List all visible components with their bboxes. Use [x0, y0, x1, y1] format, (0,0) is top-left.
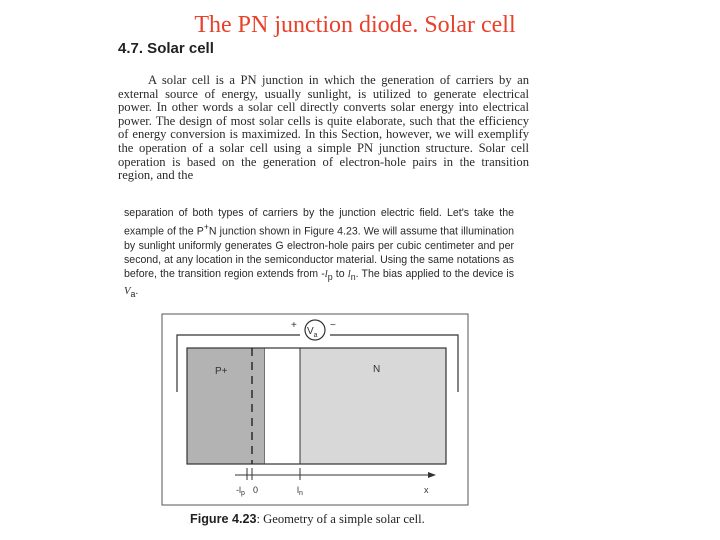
caption-text: : Geometry of a simple solar cell. — [256, 512, 425, 526]
caption-label: Figure 4.23 — [190, 512, 257, 526]
symbol-ln: l — [347, 268, 351, 280]
axis-label-x: x — [424, 485, 429, 495]
plus-sign: + — [291, 320, 297, 331]
figure-caption — [190, 512, 425, 527]
paragraph-text: separation of both types of carriers by the junction electric field. Let's take the example of the P — [124, 207, 514, 238]
slide-title: The PN junction diode. Solar cell — [194, 12, 516, 38]
symbol-ln-sub: n — [350, 271, 356, 282]
x-axis-arrow — [428, 472, 436, 478]
section-heading: 4.7. Solar cell — [118, 40, 214, 57]
paragraph-text: . The bias applied to the device is — [355, 267, 514, 280]
minus-sign: − — [330, 320, 336, 331]
paragraph-junction — [124, 206, 514, 301]
tick-label-lp: $-l_p$ — [236, 485, 245, 497]
paragraph-text: to — [332, 267, 348, 280]
paragraph-intro: A solar cell is a PN junction in which the generation of carriers by an external source of energy, usually sunlight, is utilized to generate electrical power. In other words a solar cell directly converts solar energy into electrical power. The design of most solar cells is quite elaborate, such that the efficiency of energy conversion is maximized. In this Section, however, we will exemplify the operation of a solar cell using a simple PN junction structure. Solar cell operation is based on the generation of electron-hole pairs in the transition region, and the — [118, 73, 529, 183]
paragraph-text: . — [135, 284, 139, 297]
tick-label-zero: 0 — [253, 485, 259, 495]
superscript-plus: + — [203, 222, 209, 232]
paragraph-text: N junction shown in Figure 4.23. We will assume that illumination by sunlight uniformly generates G electron-hole pairs per cubic centimeter and per second, at any location in the semiconductor material. Using the same notations as before, the transition region extends from - — [124, 225, 514, 280]
symbol-va: V — [124, 285, 131, 297]
tick-label-ln: $l_n$ — [297, 485, 303, 497]
symbol-va-sub: a — [130, 288, 136, 299]
solar-cell-diagram — [160, 312, 470, 507]
n-region-label: N — [373, 364, 381, 375]
symbol-lp-sub: p — [327, 271, 333, 282]
symbol-lp: l — [324, 268, 328, 280]
p-region-label: P+ — [215, 366, 228, 377]
transition-region — [265, 348, 300, 464]
source-label: $V_a$ — [307, 326, 318, 339]
